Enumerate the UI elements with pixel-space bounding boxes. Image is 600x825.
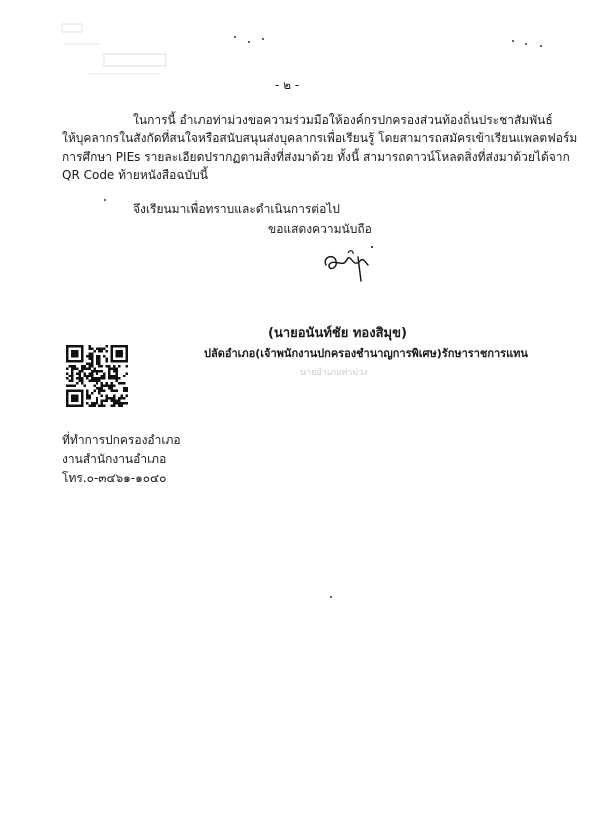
received-stamp-ghost [60,18,180,88]
signer-position: ปลัดอำเภอ(เจ้าพนักงานปกครองชำนาญการพิเศษ)รักษาราชการแทน [204,347,528,360]
body-paragraph-line: ให้บุคลากรในสังกัดที่สนใจหรือสนับสนุนส่งบุคลากรเพื่อเรียนรู้ โดยสามารถสมัครเข้าเรียนแพลตฟอร์ม [62,131,578,145]
closing-request-line: จึงเรียนมาเพื่อทราบและดำเนินการต่อไป [133,202,340,216]
faint-acting-line: นายอำเภอท่าม่วง [300,368,368,378]
speck [525,43,527,45]
speck [330,596,332,598]
speck [540,45,542,47]
phone-number: โทร.๐-๓๔๖๑-๑๐๔๐ [62,471,167,485]
page-number: - ๒ - [275,78,300,92]
qr-code[interactable] [66,345,128,407]
body-paragraph-line: การศึกษา PIEs รายละเอียดปรากฏตามสิ่งที่ส่งมาด้วย ทั้งนี้ สามารถดาวน์โหลดสิ่งที่ส่งมาด้วยได้จาก [62,150,570,164]
office-name: ที่ทำการปกครองอำเภอ [62,433,181,447]
body-paragraph-line: QR Code ท้ายหนังสือฉบับนี้ [62,168,208,182]
signer-name: (นายอนันท์ชัย ทองสิมุข) [268,326,407,341]
speck [248,41,250,43]
closing-salutation: ขอแสดงความนับถือ [268,222,372,236]
speck [512,40,514,42]
speck [104,199,106,201]
signature [320,243,380,285]
speck [262,38,264,40]
section-name: งานสำนักงานอำเภอ [62,452,167,466]
body-paragraph-line: ในการนี้ อำเภอท่าม่วงขอความร่วมมือให้องค์กรปกครองส่วนท้องถิ่นประชาสัมพันธ์ [133,113,553,127]
speck [234,36,236,38]
